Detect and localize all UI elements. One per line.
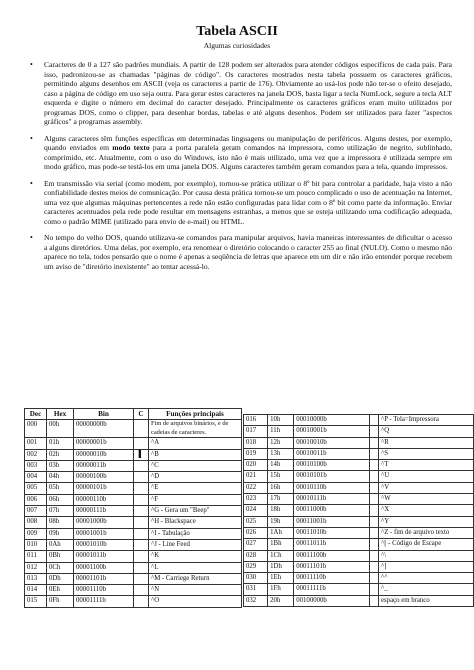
cell-bin: 00001110b (74, 585, 134, 596)
cell-bin: 00011001b (294, 516, 370, 527)
cell-dec: 019 (244, 448, 268, 459)
cell-dec: 005 (25, 483, 47, 494)
cell-char (370, 550, 379, 561)
cell-function: ^T (379, 460, 474, 471)
cell-function: ^I - Tabulação (149, 528, 242, 539)
cell-hex: 14h (268, 460, 294, 471)
cell-char (370, 505, 379, 516)
cell-dec: 016 (244, 415, 268, 426)
cell-bin: 00001001b (74, 528, 134, 539)
cell-hex: 0Dh (47, 573, 74, 584)
cell-function: ^] (379, 561, 474, 572)
cell-hex: 1Fh (268, 584, 294, 595)
cell-function: ^O (149, 596, 242, 607)
document-title: Tabela ASCII (196, 24, 278, 39)
cell-bin: 00010101b (294, 471, 370, 482)
cell-bin: 00000110b (74, 494, 134, 505)
cell-function: ^^ (379, 573, 474, 584)
cell-function: Fim de arquivos binários, e de cadeias de caracteres. (149, 420, 242, 438)
cell-hex: 07h (47, 506, 74, 517)
table-row (244, 448, 474, 459)
cell-char (370, 584, 379, 595)
cell-char (370, 561, 379, 572)
cell-function: ^E (149, 483, 242, 494)
table-row (25, 506, 242, 517)
cell-char (134, 517, 149, 528)
table-row (244, 527, 474, 538)
cell-hex: 01h (47, 438, 74, 449)
cell-char (134, 528, 149, 539)
bullet-icon: • (30, 60, 33, 69)
cell-char (370, 448, 379, 459)
table-row (25, 562, 242, 573)
cell-char (370, 527, 379, 538)
cell-char: ▌ (134, 449, 149, 460)
cell-dec: 024 (244, 505, 268, 516)
cell-char (134, 539, 149, 550)
cell-dec: 013 (25, 573, 47, 584)
paragraph-serial-parity (28, 179, 452, 227)
cell-dec: 030 (244, 573, 268, 584)
table-row (244, 471, 474, 482)
bullet-icon: • (30, 233, 33, 242)
cell-bin: 00001101b (74, 573, 134, 584)
cell-hex: 0Ch (47, 562, 74, 573)
cell-hex: 1Eh (268, 573, 294, 584)
cell-dec: 011 (25, 551, 47, 562)
cell-char (134, 438, 149, 449)
table-row (25, 539, 242, 550)
cell-function: ^H - Blackspace (149, 517, 242, 528)
cell-function: ^X (379, 505, 474, 516)
cell-bin: 00011011b (294, 539, 370, 550)
bullet-icon: • (30, 133, 33, 143)
cell-dec: 010 (25, 539, 47, 550)
cell-bin: 00000011b (74, 460, 134, 471)
cell-bin: 00001000b (74, 517, 134, 528)
cell-hex: 04h (47, 472, 74, 483)
cell-char (134, 472, 149, 483)
table-row (244, 595, 474, 606)
cell-dec: 028 (244, 550, 268, 561)
cell-hex: 20h (268, 595, 294, 606)
cell-bin: 00010011b (294, 448, 370, 459)
cell-char (134, 562, 149, 573)
cell-hex: 0Eh (47, 585, 74, 596)
table-row (244, 573, 474, 584)
table-row (25, 596, 242, 607)
cell-bin: 00010111b (294, 494, 370, 505)
cell-hex: 08h (47, 517, 74, 528)
cell-char (134, 506, 149, 517)
header-functions: Funções principais (149, 409, 242, 420)
cell-dec: 031 (244, 584, 268, 595)
cell-hex: 15h (268, 471, 294, 482)
cell-bin: 00011111b (294, 584, 370, 595)
paragraph-text: Em transmissão via serial (como modem, por exemplo), tornou-se prática utilizar o 8º bit para controlar a paridade, haja visto a não confiabilidade destes meios de comunicação. Por causa desta prática tornou-se um pouco complicado o uso de acentuação na Internet, uma vez que algumas máquinas pertencentes a rede não estão configuradas para lidar com o 8º bit como parte da informação. Enviar caracteres acentuados pela rede pode resultar em mensagens estranhas, a menos que se esteja utilizando uma codificação adequada, como o padrão MIME (utilizado para envio de e-mail) ou HTML. (44, 178, 452, 226)
cell-function: ^Q (379, 426, 474, 437)
cell-hex: 1Bh (268, 539, 294, 550)
cell-bin: 00010000b (294, 415, 370, 426)
cell-dec: 027 (244, 539, 268, 550)
cell-hex: 16h (268, 482, 294, 493)
cell-dec: 025 (244, 516, 268, 527)
cell-function: ^B (149, 449, 242, 460)
bullet-icon: • (30, 178, 33, 188)
table-row (25, 573, 242, 584)
table-row (244, 482, 474, 493)
table-row (25, 517, 242, 528)
cell-function: ^K (149, 551, 242, 562)
table-row (244, 584, 474, 595)
cell-bin: 00000001b (74, 438, 134, 449)
paragraph-list (28, 60, 452, 278)
cell-dec: 021 (244, 471, 268, 482)
table-row (25, 551, 242, 562)
table-row (244, 516, 474, 527)
cell-dec: 006 (25, 494, 47, 505)
cell-char (134, 420, 149, 438)
cell-bin: 00000101b (74, 483, 134, 494)
cell-char (370, 539, 379, 550)
cell-function: espaço em branco (379, 595, 474, 606)
cell-char (370, 460, 379, 471)
cell-char (134, 551, 149, 562)
cell-hex: 19h (268, 516, 294, 527)
table-row (244, 539, 474, 550)
paragraph-codepages (28, 60, 452, 127)
cell-hex: 02h (47, 449, 74, 460)
cell-function: ^S (379, 448, 474, 459)
cell-dec: 029 (244, 561, 268, 572)
cell-char (134, 460, 149, 471)
table-row (25, 449, 242, 460)
table-row (244, 494, 474, 505)
cell-bin: 00010100b (294, 460, 370, 471)
cell-char (370, 437, 379, 448)
cell-function: ^N (149, 585, 242, 596)
cell-dec: 001 (25, 438, 47, 449)
cell-function: ^G - Gera um "Beep" (149, 506, 242, 517)
table-row (25, 483, 242, 494)
cell-hex: 1Ch (268, 550, 294, 561)
paragraph-printer-commands (28, 134, 452, 172)
table-row (244, 460, 474, 471)
cell-dec: 000 (25, 420, 47, 438)
cell-char (134, 483, 149, 494)
ascii-table-left (24, 408, 242, 608)
cell-char (134, 494, 149, 505)
cell-bin: 00100000b (294, 595, 370, 606)
table-row (244, 561, 474, 572)
table-row (25, 585, 242, 596)
cell-bin: 00011010b (294, 527, 370, 538)
cell-function: ^Y (379, 516, 474, 527)
cell-function: ^D (149, 472, 242, 483)
cell-bin: 00001100b (74, 562, 134, 573)
cell-char (370, 426, 379, 437)
cell-function: ^L (149, 562, 242, 573)
cell-dec: 002 (25, 449, 47, 460)
cell-bin: 00011101b (294, 561, 370, 572)
cell-bin: 00011100b (294, 550, 370, 561)
cell-bin: 00010110b (294, 482, 370, 493)
paragraph-text: No tempo do velho DOS, quando utilizava-se comandos para manipular arquivos, havia maneiras interessantes de dificultar o acesso a alguns diretórios. Uma delas, por exemplo, era renomear o diretório colocando o caracter 255 ao final (NULO). Como o mesmo não aparece no tela, todos pensarão que o nome é apenas a seqüência de letras que aparece em um dir e não irão entender porque recebem um aviso de "diretório inexistente" ao tentar acessá-lo. (44, 233, 452, 271)
cell-function: ^F (149, 494, 242, 505)
cell-hex: 03h (47, 460, 74, 471)
cell-function: ^_ (379, 584, 474, 595)
cell-hex: 12h (268, 437, 294, 448)
cell-bin: 00010001b (294, 426, 370, 437)
cell-bin: 00000111b (74, 506, 134, 517)
cell-dec: 014 (25, 585, 47, 596)
cell-hex: 13h (268, 448, 294, 459)
paragraph-text-post: para a porta paralela geram comandos na impressora, como utilização de negrito, sublinhado, comprimido, etc. Atualmente, com o uso do Windows, isto não é mais utilizado, uma vez que a impressora é utilizada sempre em modo gráfico, mas pode-se testá-los em uma janela DOS. Alguns caracteres também geram comandos para a tela, quando impressos. (44, 143, 452, 171)
table-row (244, 437, 474, 448)
cell-bin: 00001010b (74, 539, 134, 550)
cell-hex: 1Ah (268, 527, 294, 538)
cell-char (370, 482, 379, 493)
cell-dec: 020 (244, 460, 268, 471)
paragraph-text-pre: Alguns caracteres têm funções específicas em determinadas linguagens ou manipulação de periféricos. Alguns destes, por exemplo, quando enviados em (44, 133, 452, 152)
cell-bin: 00011110b (294, 573, 370, 584)
cell-char (134, 596, 149, 607)
cell-hex: 0Bh (47, 551, 74, 562)
cell-function: ^W (379, 494, 474, 505)
table-row (25, 460, 242, 471)
cell-bin: 00000000b (74, 420, 134, 438)
cell-hex: 18h (268, 505, 294, 516)
cell-hex: 06h (47, 494, 74, 505)
cell-char (370, 415, 379, 426)
cell-function: ^C (149, 460, 242, 471)
cell-dec: 004 (25, 472, 47, 483)
cell-dec: 003 (25, 460, 47, 471)
cell-dec: 008 (25, 517, 47, 528)
table-row (25, 528, 242, 539)
cell-function: ^J - Line Feed (149, 539, 242, 550)
cell-char (134, 585, 149, 596)
table-body-right (244, 415, 474, 607)
cell-hex: 0Ah (47, 539, 74, 550)
cell-hex: 10h (268, 415, 294, 426)
cell-dec: 018 (244, 437, 268, 448)
cell-hex: 1Dh (268, 561, 294, 572)
cell-dec: 012 (25, 562, 47, 573)
cell-dec: 009 (25, 528, 47, 539)
cell-dec: 026 (244, 527, 268, 538)
cell-bin: 00011000b (294, 505, 370, 516)
header-char: C (134, 409, 149, 420)
table-header-row (25, 409, 242, 420)
cell-hex: 09h (47, 528, 74, 539)
cell-function: ^A (149, 438, 242, 449)
table-row (25, 472, 242, 483)
cell-dec: 017 (244, 426, 268, 437)
cell-function: ^R (379, 437, 474, 448)
ascii-table-right (243, 414, 474, 607)
cell-function: ^\ (379, 550, 474, 561)
table-body-left (25, 420, 242, 607)
document-subtitle: Algumas curiosidades (203, 41, 271, 50)
header-dec: Dec (25, 409, 47, 420)
cell-char (370, 595, 379, 606)
cell-hex: 05h (47, 483, 74, 494)
cell-char (370, 516, 379, 527)
cell-bin: 00000010b (74, 449, 134, 460)
paragraph-bold-term: modo texto (112, 143, 150, 152)
cell-dec: 015 (25, 596, 47, 607)
cell-dec: 032 (244, 595, 268, 606)
header-bin: Bin (74, 409, 134, 420)
cell-bin: 00010010b (294, 437, 370, 448)
cell-function: ^Z - fim de arquivo texto (379, 527, 474, 538)
cell-char (370, 573, 379, 584)
cell-function: ^[ - Código de Escape (379, 539, 474, 550)
table-row (244, 550, 474, 561)
cell-function: ^U (379, 471, 474, 482)
cell-bin: 00001111b (74, 596, 134, 607)
table-row (25, 438, 242, 449)
cell-dec: 007 (25, 506, 47, 517)
cell-function: ^M - Carriege Return (149, 573, 242, 584)
table-row (244, 415, 474, 426)
table-row (25, 494, 242, 505)
cell-hex: 11h (268, 426, 294, 437)
cell-bin: 00001011b (74, 551, 134, 562)
table-row (244, 426, 474, 437)
header-hex: Hex (47, 409, 74, 420)
cell-bin: 00000100b (74, 472, 134, 483)
table-row (25, 420, 242, 438)
cell-function: ^P - Tela=Impressora (379, 415, 474, 426)
cell-char (134, 573, 149, 584)
table-row (244, 505, 474, 516)
cell-dec: 023 (244, 494, 268, 505)
cell-hex: 17h (268, 494, 294, 505)
cell-function: ^V (379, 482, 474, 493)
cell-char (370, 471, 379, 482)
paragraph-dos-directories (28, 233, 452, 271)
cell-hex: 0Fh (47, 596, 74, 607)
cell-hex: 00h (47, 420, 74, 438)
cell-dec: 022 (244, 482, 268, 493)
cell-char (370, 494, 379, 505)
paragraph-text: Caracteres de 0 a 127 são padrões mundiais. A partir de 128 podem ser alterados para atender códigos específicos de cada país. Para isso, padronizou-se as chamadas "páginas de código". Os caracteres mostrados nesta tabela possuem os caracteres gráficos, permitindo alguns desenhos em ASCII (veja os caracteres a partir de 176). Obviamente ao usá-los pode não ter-se o efeito desejado, caso a página de código em uso seja outra. Para gerar estes caracteres na janela DOS, basta ligar a tecla NumLock, segure a tecla ALT esquerda e digite o número em decimal do caracter desejado. Principalmente os caracteres gráficos eram muito utilizados por programas DOS, como o clipper, para desenhar bordas, tabelas e até alguns desenhos. Podem ser utilizados para fazer "aspectos gráficos" a programas assembly. (44, 60, 452, 126)
